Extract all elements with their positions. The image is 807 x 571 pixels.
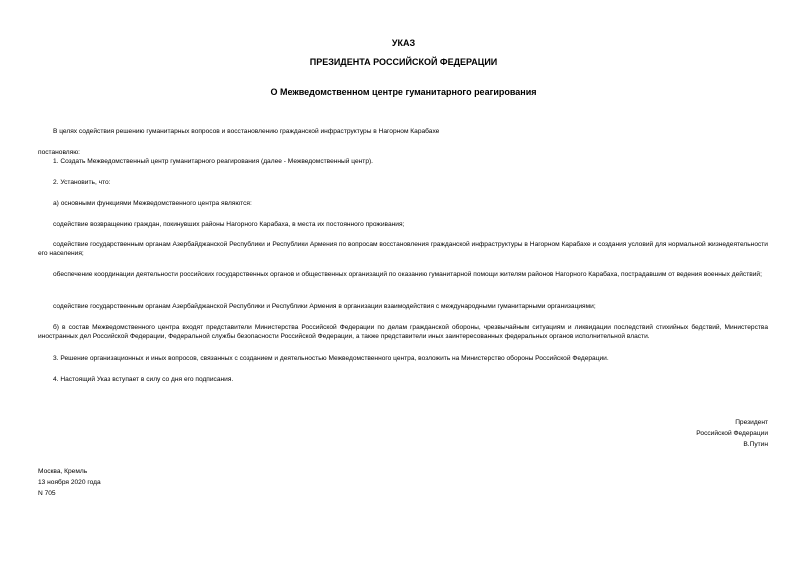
decree-word: постановляю: (38, 149, 81, 156)
signature-block (696, 417, 768, 450)
paragraph-2a: а) основными функциями Межведомственного центра являются: (53, 200, 252, 207)
paragraph-2: 2. Установить, что: (53, 179, 111, 186)
signing-place: Москва, Кремль (38, 468, 88, 475)
place-date-block (38, 466, 101, 499)
paragraph-2b: б) в состав Межведомственного центра входят представители Министерства Российской Федерации по делам гражданской обороны, чрезвычайным ситуациям и ликвидации последствий стихийных бедствий, Министерства иностранных дел Российской Федерации, Федеральной службы безопасности Российской Федерации, а также представители иных заинтересованных федеральных органов исполнительной власти. (38, 324, 768, 340)
signature-title: Президент (735, 419, 768, 426)
function-3: обеспечение координации деятельности российских государственных органов и общественных организаций по оказанию гуманитарной помощи жителям районов Нагорного Карабаха, пострадавшим от ведения военных действий; (53, 271, 762, 278)
paragraph-1: 1. Создать Межведомственный центр гуманитарного реагирования (далее - Межведомственный центр). (53, 158, 374, 165)
document-title: УКАЗ (391, 38, 416, 48)
paragraph-4: 4. Настоящий Указ вступает в силу со дня его подписания. (53, 376, 234, 383)
function-1: содействие возвращению граждан, покинувших районы Нагорного Карабаха, в места их постоянного проживания; (53, 221, 405, 228)
preamble-paragraph: В целях содействия решению гуманитарных вопросов и восстановлению гражданской инфраструктуры в Нагорном Карабахе (53, 128, 440, 135)
paragraph-3: 3. Решение организационных и иных вопросов, связанных с созданием и деятельностью Межведомственного центра, возложить на Министерство обороны Российской Федерации. (53, 355, 609, 362)
signature-country: Российской Федерации (696, 430, 768, 437)
function-4: содействие государственным органам Азербайджанской Республики и Республики Армения в организации взаимодействия с международными гуманитарными организациями; (53, 303, 596, 310)
document-authority: ПРЕЗИДЕНТА РОССИЙСКОЙ ФЕДЕРАЦИИ (309, 57, 498, 67)
decree-number: N 705 (38, 490, 56, 497)
document-subject: О Межведомственном центре гуманитарного реагирования (270, 87, 537, 97)
signature-name: В.Путин (743, 441, 768, 448)
function-2: содействие государственным органам Азербайджанской Республики и Республики Армения по вопросам восстановления гражданской инфраструктуры в Нагорном Карабахе и создания условий для нормальной жизнедеятельности его населения; (38, 241, 768, 257)
signing-date: 13 ноября 2020 года (38, 479, 101, 486)
